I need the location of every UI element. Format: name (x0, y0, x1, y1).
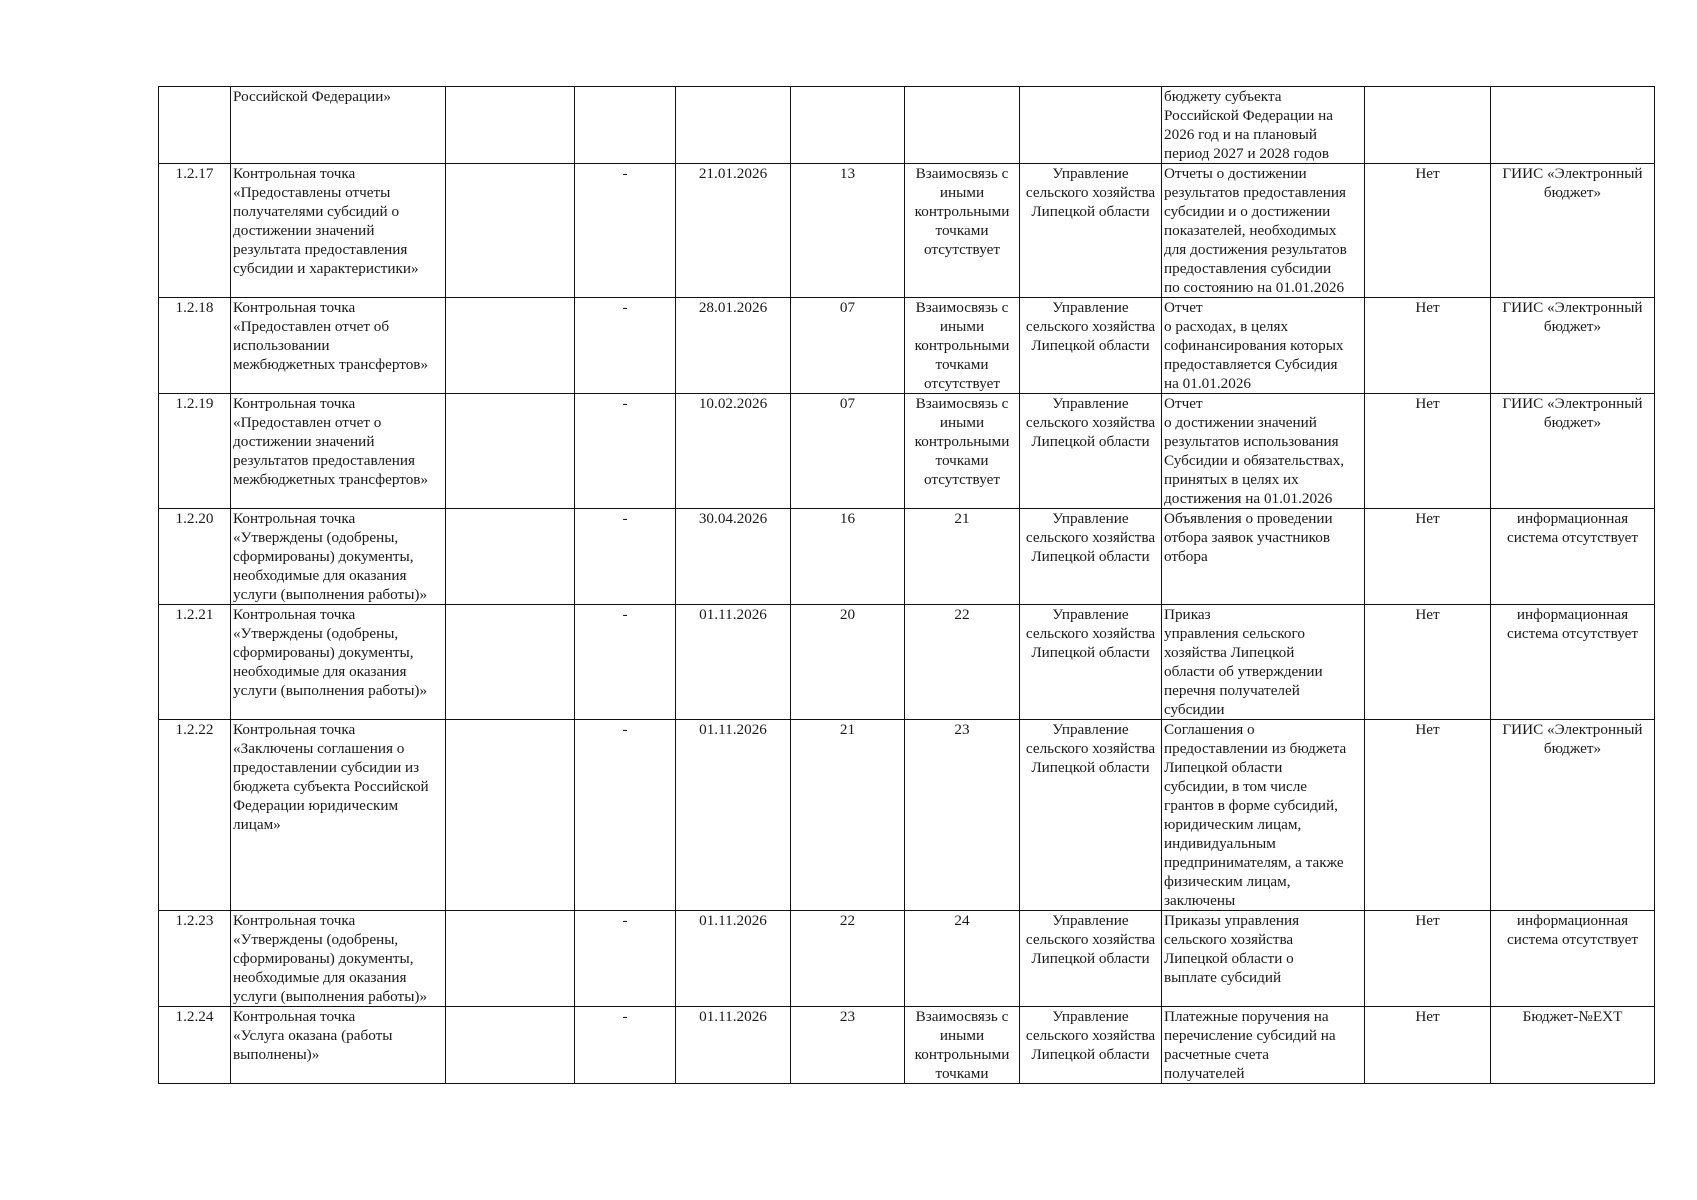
approval-flag: Нет (1365, 1007, 1491, 1084)
information-system: ГИИС «Электронный бюджет» (1491, 720, 1655, 911)
table-body (159, 87, 1655, 1084)
empty-cell (446, 298, 575, 394)
previous-point: 21 (791, 720, 905, 911)
control-point-name: Российской Федерации» (231, 87, 446, 164)
row-number: 1.2.22 (159, 720, 231, 911)
next-point: Взаимосвязь с иными контрольными точками (905, 1007, 1020, 1084)
responsible-party: Управление сельского хозяйства Липецкой области (1020, 394, 1162, 509)
confirming-document: Приказ управления сельского хозяйства Липецкой области об утверждении перечня получателей субсидии (1162, 605, 1365, 720)
approval-flag: Нет (1365, 394, 1491, 509)
empty-cell (446, 605, 575, 720)
next-point: 24 (905, 911, 1020, 1007)
control-point-name: Контрольная точка «Услуга оказана (работы выполнены)» (231, 1007, 446, 1084)
control-point-name: Контрольная точка «Предоставлены отчеты получателями субсидий о достижении значений результата предоставления субсидии и характеристики» (231, 164, 446, 298)
due-date: 28.01.2026 (676, 298, 791, 394)
previous-point: 20 (791, 605, 905, 720)
row-number: 1.2.23 (159, 911, 231, 1007)
empty-cell (446, 394, 575, 509)
due-date (676, 87, 791, 164)
information-system: ГИИС «Электронный бюджет» (1491, 394, 1655, 509)
due-date: 21.01.2026 (676, 164, 791, 298)
dash-cell: - (575, 298, 676, 394)
dash-cell: - (575, 911, 676, 1007)
approval-flag: Нет (1365, 720, 1491, 911)
responsible-party: Управление сельского хозяйства Липецкой области (1020, 1007, 1162, 1084)
table-row (159, 911, 1655, 1007)
dash-cell: - (575, 1007, 676, 1084)
table-row (159, 605, 1655, 720)
dash-cell: - (575, 509, 676, 605)
empty-cell (446, 164, 575, 298)
responsible-party (1020, 87, 1162, 164)
control-point-name: Контрольная точка «Предоставлен отчет об использовании межбюджетных трансфертов» (231, 298, 446, 394)
previous-point: 23 (791, 1007, 905, 1084)
empty-cell (446, 911, 575, 1007)
responsible-party: Управление сельского хозяйства Липецкой области (1020, 605, 1162, 720)
control-point-name: Контрольная точка «Заключены соглашения о предоставлении субсидии из бюджета субъекта Российской Федерации юридическим лицам» (231, 720, 446, 911)
approval-flag: Нет (1365, 298, 1491, 394)
approval-flag: Нет (1365, 164, 1491, 298)
responsible-party: Управление сельского хозяйства Липецкой области (1020, 720, 1162, 911)
confirming-document: Приказы управления сельского хозяйства Липецкой области о выплате субсидий (1162, 911, 1365, 1007)
dash-cell (575, 87, 676, 164)
row-number: 1.2.21 (159, 605, 231, 720)
information-system: Бюджет-№ЕХТ (1491, 1007, 1655, 1084)
approval-flag (1365, 87, 1491, 164)
previous-point: 13 (791, 164, 905, 298)
next-point: Взаимосвязь с иными контрольными точками отсутствует (905, 164, 1020, 298)
row-number: 1.2.17 (159, 164, 231, 298)
due-date: 30.04.2026 (676, 509, 791, 605)
table-row (159, 87, 1655, 164)
next-point: 23 (905, 720, 1020, 911)
dash-cell: - (575, 394, 676, 509)
next-point: Взаимосвязь с иными контрольными точками отсутствует (905, 394, 1020, 509)
due-date: 01.11.2026 (676, 605, 791, 720)
table-row (159, 394, 1655, 509)
due-date: 01.11.2026 (676, 911, 791, 1007)
control-point-name: Контрольная точка «Утверждены (одобрены, сформированы) документы, необходимые для оказания услуги (выполнения работы)» (231, 605, 446, 720)
next-point (905, 87, 1020, 164)
table-row (159, 298, 1655, 394)
confirming-document: Объявления о проведении отбора заявок участников отбора (1162, 509, 1365, 605)
control-point-name: Контрольная точка «Утверждены (одобрены, сформированы) документы, необходимые для оказания услуги (выполнения работы)» (231, 911, 446, 1007)
row-number: 1.2.24 (159, 1007, 231, 1084)
previous-point: 22 (791, 911, 905, 1007)
row-number (159, 87, 231, 164)
empty-cell (446, 1007, 575, 1084)
responsible-party: Управление сельского хозяйства Липецкой области (1020, 509, 1162, 605)
responsible-party: Управление сельского хозяйства Липецкой области (1020, 164, 1162, 298)
next-point: Взаимосвязь с иными контрольными точками отсутствует (905, 298, 1020, 394)
confirming-document: Отчеты о достижении результатов предоставления субсидии и о достижении показателей, необходимых для достижения результатов предоставления субсидии по состоянию на 01.01.2026 (1162, 164, 1365, 298)
responsible-party: Управление сельского хозяйства Липецкой области (1020, 298, 1162, 394)
previous-point: 16 (791, 509, 905, 605)
row-number: 1.2.18 (159, 298, 231, 394)
empty-cell (446, 509, 575, 605)
previous-point (791, 87, 905, 164)
confirming-document: Отчет о достижении значений результатов использования Субсидии и обязательствах, принятых в целях их достижения на 01.01.2026 (1162, 394, 1365, 509)
empty-cell (446, 87, 575, 164)
due-date: 01.11.2026 (676, 720, 791, 911)
control-point-name: Контрольная точка «Предоставлен отчет о достижении значений результатов предоставления межбюджетных трансфертов» (231, 394, 446, 509)
row-number: 1.2.19 (159, 394, 231, 509)
confirming-document: Соглашения о предоставлении из бюджета Липецкой области субсидии, в том числе грантов в форме субсидий, юридическим лицам, индивидуальным предпринимателям, а также физическим лицам, заключены (1162, 720, 1365, 911)
confirming-document: бюджету субъекта Российской Федерации на 2026 год и на плановый период 2027 и 2028 годов (1162, 87, 1365, 164)
table-row (159, 509, 1655, 605)
information-system (1491, 87, 1655, 164)
due-date: 01.11.2026 (676, 1007, 791, 1084)
dash-cell: - (575, 605, 676, 720)
table-row (159, 720, 1655, 911)
responsible-party: Управление сельского хозяйства Липецкой области (1020, 911, 1162, 1007)
due-date: 10.02.2026 (676, 394, 791, 509)
next-point: 22 (905, 605, 1020, 720)
table-row (159, 164, 1655, 298)
information-system: информационная система отсутствует (1491, 605, 1655, 720)
confirming-document: Отчет о расходах, в целях софинансирования которых предоставляется Субсидия на 01.01.2026 (1162, 298, 1365, 394)
empty-cell (446, 720, 575, 911)
row-number: 1.2.20 (159, 509, 231, 605)
dash-cell: - (575, 720, 676, 911)
approval-flag: Нет (1365, 509, 1491, 605)
control-point-name: Контрольная точка «Утверждены (одобрены, сформированы) документы, необходимые для оказания услуги (выполнения работы)» (231, 509, 446, 605)
previous-point: 07 (791, 394, 905, 509)
confirming-document: Платежные поручения на перечисление субсидий на расчетные счета получателей (1162, 1007, 1365, 1084)
approval-flag: Нет (1365, 911, 1491, 1007)
dash-cell: - (575, 164, 676, 298)
information-system: информационная система отсутствует (1491, 911, 1655, 1007)
control-points-table (158, 86, 1655, 1084)
next-point: 21 (905, 509, 1020, 605)
previous-point: 07 (791, 298, 905, 394)
information-system: ГИИС «Электронный бюджет» (1491, 298, 1655, 394)
table-row (159, 1007, 1655, 1084)
information-system: ГИИС «Электронный бюджет» (1491, 164, 1655, 298)
information-system: информационная система отсутствует (1491, 509, 1655, 605)
approval-flag: Нет (1365, 605, 1491, 720)
